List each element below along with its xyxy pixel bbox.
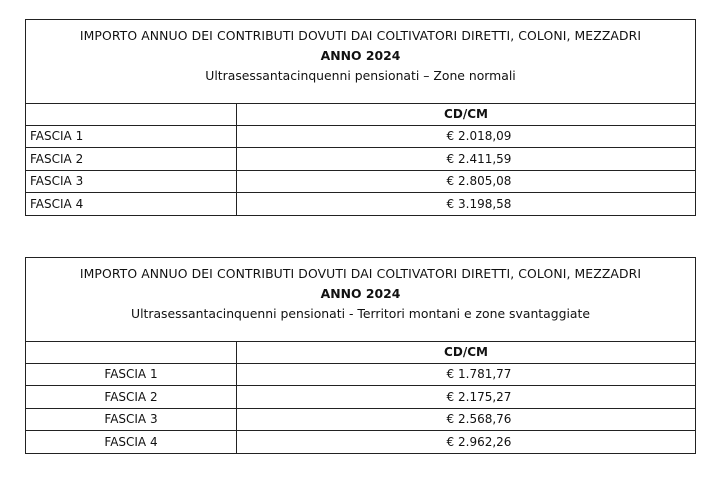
amount-value: € 3.198,58 bbox=[446, 197, 512, 212]
amount-value: € 2.175,27 bbox=[446, 389, 512, 404]
amount-value: € 1.781,77 bbox=[446, 367, 512, 382]
column-header-fascia bbox=[26, 342, 237, 363]
column-header-fascia bbox=[26, 104, 237, 125]
table-year: ANNO 2024 bbox=[320, 48, 401, 63]
fascia-label: FASCIA 4 bbox=[26, 431, 237, 454]
column-header-row bbox=[26, 342, 695, 364]
amount-value: € 2.018,09 bbox=[446, 129, 512, 144]
table-row bbox=[26, 171, 695, 194]
table-header bbox=[26, 20, 695, 104]
fascia-label: FASCIA 2 bbox=[26, 386, 237, 408]
fascia-label: FASCIA 3 bbox=[26, 409, 237, 431]
table-subtitle: Ultrasessantacinquenni pensionati – Zone normali bbox=[205, 68, 516, 83]
table-title: IMPORTO ANNUO DEI CONTRIBUTI DOVUTI DAI COLTIVATORI DIRETTI, COLONI, MEZZADRI bbox=[79, 28, 642, 43]
table-row bbox=[26, 193, 695, 216]
amount-value: € 2.962,26 bbox=[446, 435, 512, 450]
fascia-label: FASCIA 2 bbox=[26, 148, 237, 170]
table-year: ANNO 2024 bbox=[320, 286, 401, 301]
fascia-label: FASCIA 4 bbox=[26, 193, 237, 216]
table-row bbox=[26, 148, 695, 171]
contributions-table-mountain-zones bbox=[25, 257, 696, 454]
table-row bbox=[26, 364, 695, 387]
table-row bbox=[26, 431, 695, 454]
column-header-row bbox=[26, 104, 695, 126]
table-title: IMPORTO ANNUO DEI CONTRIBUTI DOVUTI DAI COLTIVATORI DIRETTI, COLONI, MEZZADRI bbox=[79, 266, 642, 281]
amount-value: € 2.411,59 bbox=[446, 151, 512, 166]
table-row bbox=[26, 386, 695, 409]
table-subtitle: Ultrasessantacinquenni pensionati - Territori montani e zone svantaggiate bbox=[131, 306, 590, 321]
table-row bbox=[26, 409, 695, 432]
column-header-cdcm: CD/CM bbox=[444, 345, 488, 360]
column-header-cdcm: CD/CM bbox=[444, 107, 488, 122]
fascia-label: FASCIA 3 bbox=[26, 171, 237, 193]
amount-value: € 2.805,08 bbox=[446, 174, 512, 189]
table-row bbox=[26, 126, 695, 149]
fascia-label: FASCIA 1 bbox=[26, 126, 237, 148]
contributions-table-normal-zones bbox=[25, 19, 696, 216]
amount-value: € 2.568,76 bbox=[446, 412, 512, 427]
table-header bbox=[26, 258, 695, 342]
fascia-label: FASCIA 1 bbox=[26, 364, 237, 386]
